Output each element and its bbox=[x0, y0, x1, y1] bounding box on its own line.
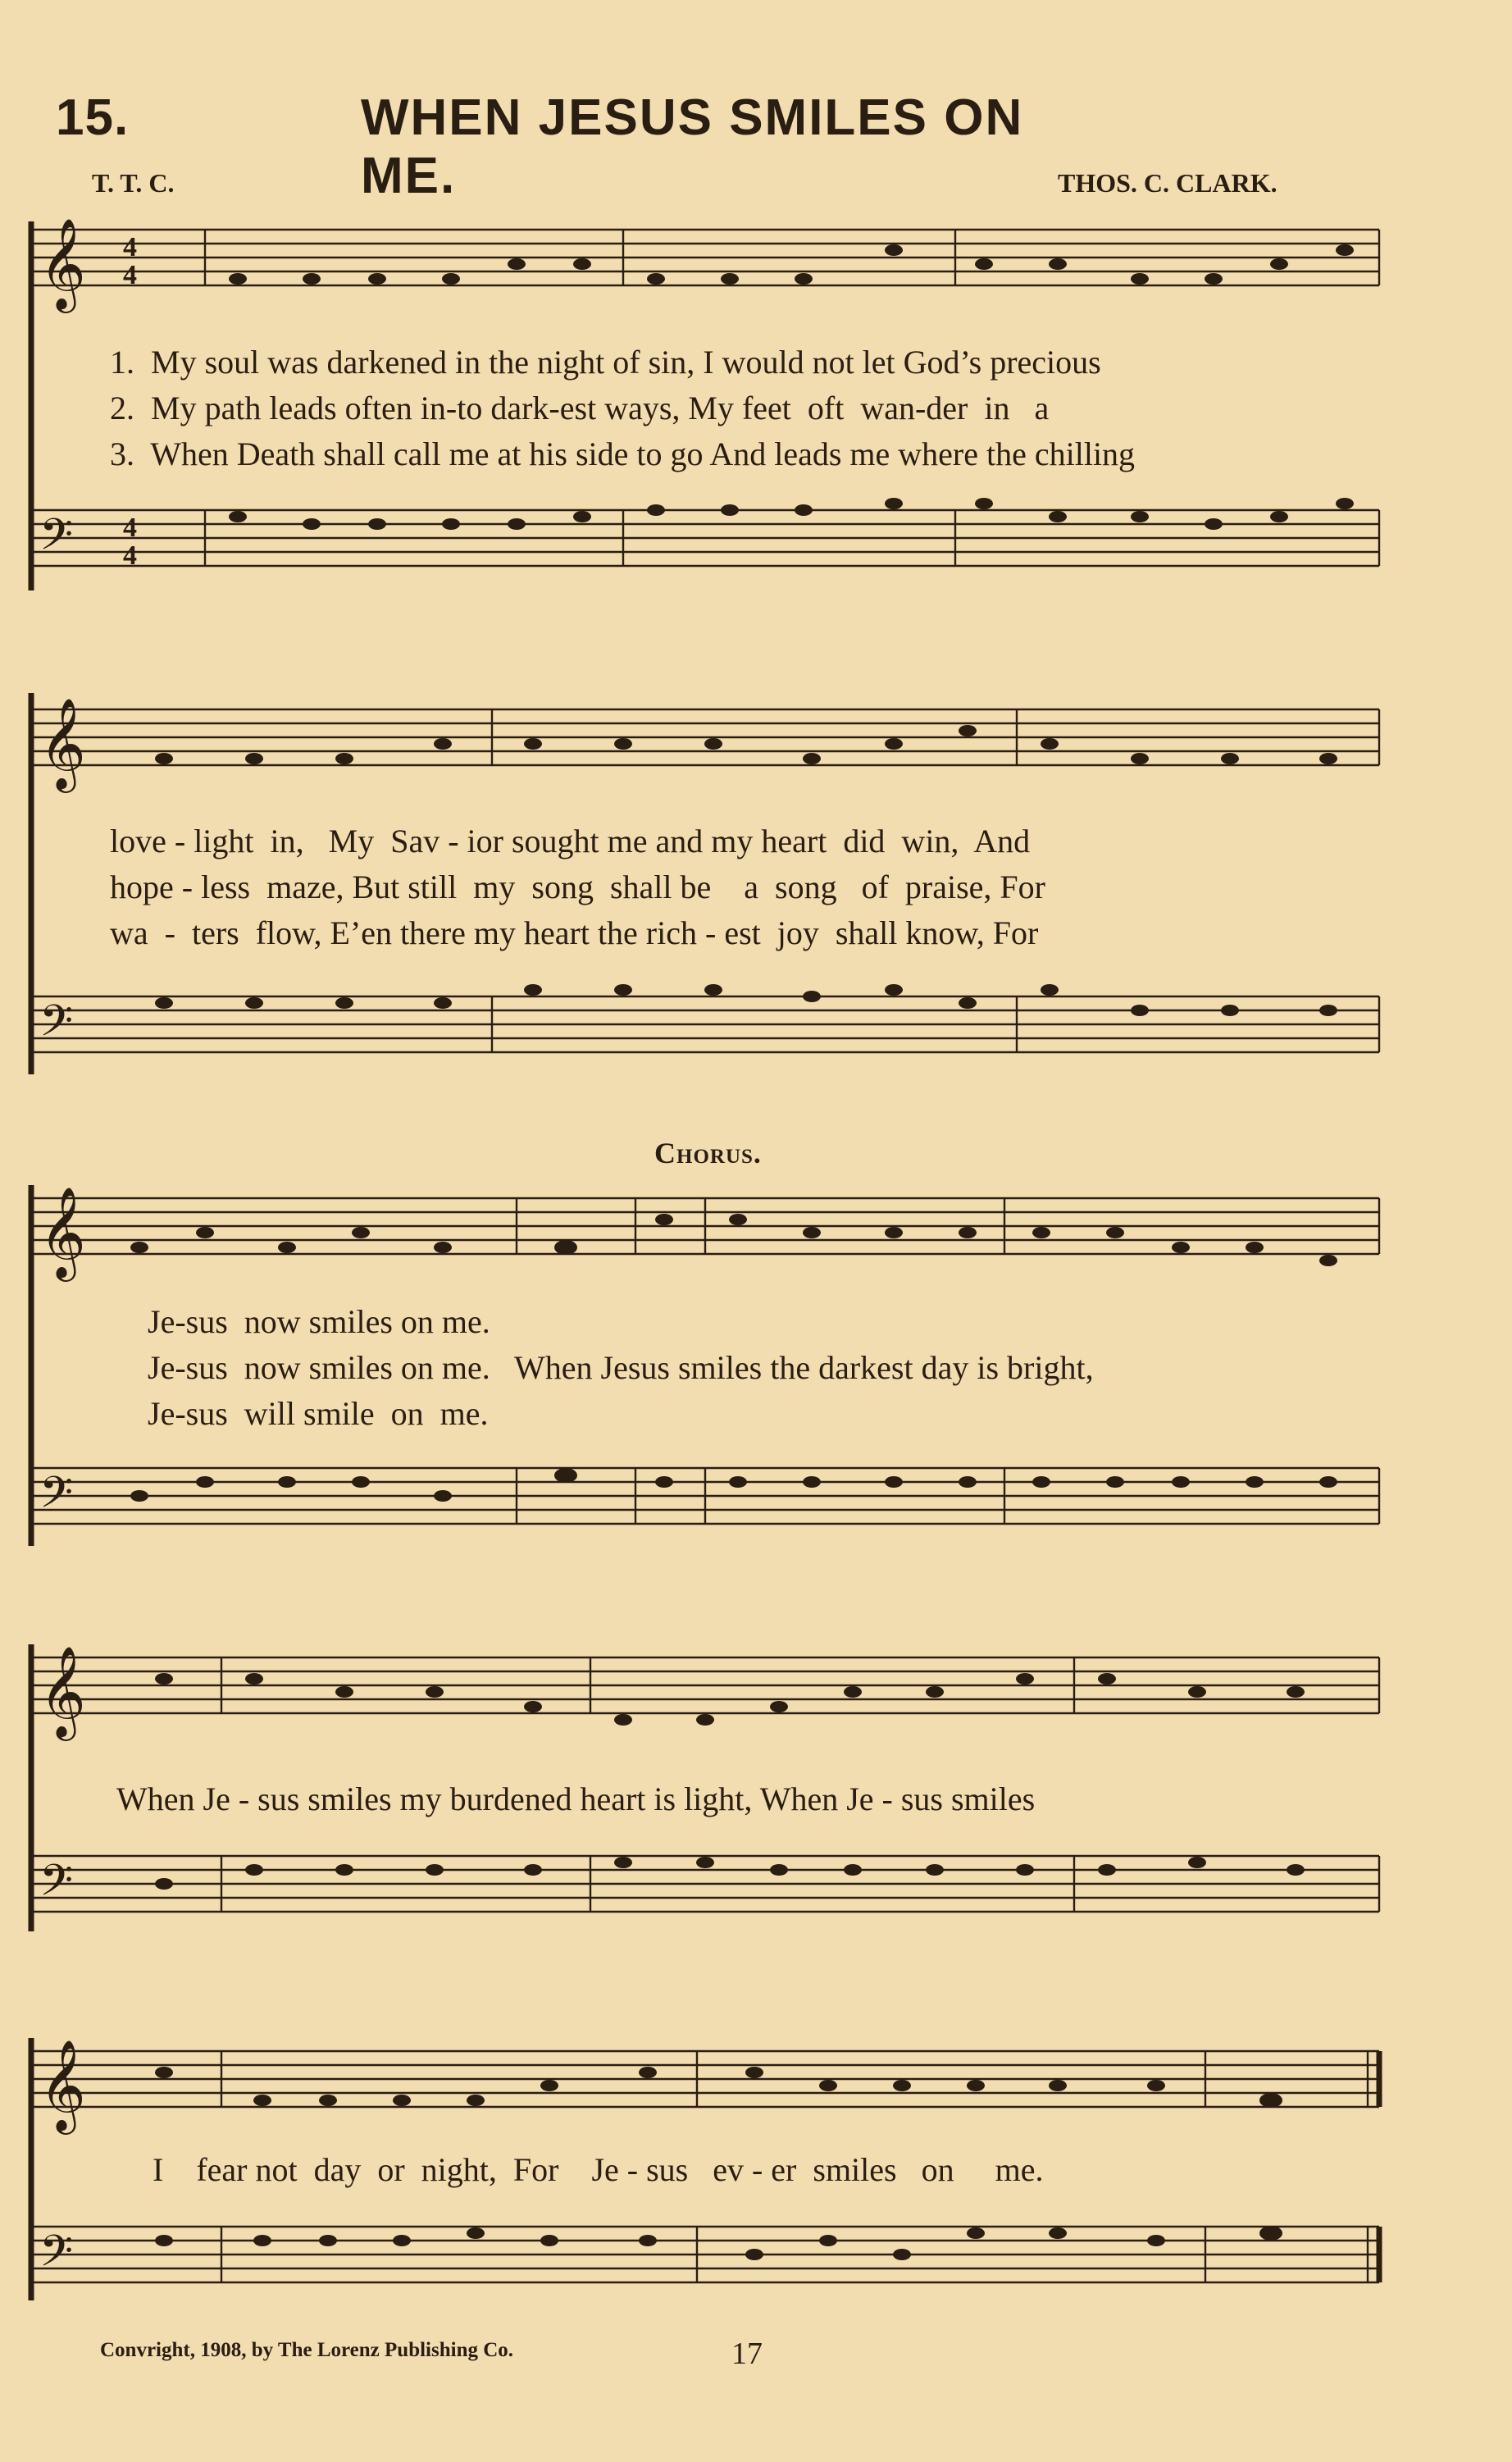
lyric-line: When Je - sus smiles my burdened heart is light, When Je - sus smiles bbox=[116, 1780, 1036, 1817]
svg-text:𝄞: 𝄞 bbox=[39, 1645, 86, 1737]
author-initials: T. T. C. bbox=[92, 168, 175, 198]
lyric-line: I fear not day or night, For Je - sus ev - er smiles on me. bbox=[153, 2151, 1044, 2188]
svg-text:𝄢: 𝄢 bbox=[39, 2227, 74, 2287]
lyric-line: 2. My path leads often in-to dark-est ways, My feet oft wan-der in a bbox=[110, 390, 1050, 426]
lyric-line: 3. When Death shall call me at his side to go And leads me where the chilling bbox=[110, 435, 1136, 472]
svg-text:4: 4 bbox=[123, 232, 137, 262]
copyright-notice: Convright, 1908, by The Lorenz Publishing Co. bbox=[100, 2339, 514, 2361]
svg-text:4: 4 bbox=[123, 260, 137, 290]
svg-text:𝄞: 𝄞 bbox=[39, 2039, 86, 2131]
svg-text:𝄞: 𝄞 bbox=[39, 1186, 86, 1278]
svg-text:𝄢: 𝄢 bbox=[39, 1856, 74, 1917]
svg-text:4: 4 bbox=[123, 513, 137, 543]
lyric-line: love - light in, My Sav - ior sought me and my heart did win, And bbox=[110, 823, 1031, 859]
hymn-number: 15. bbox=[56, 89, 130, 146]
svg-text:𝄢: 𝄢 bbox=[39, 1468, 74, 1529]
hymn-title: WHEN JESUS SMILES ON ME. bbox=[361, 89, 1024, 204]
svg-text:𝄞: 𝄞 bbox=[39, 697, 86, 789]
chorus-label: Chorus. bbox=[654, 1137, 762, 1169]
page-number: 17 bbox=[731, 2337, 763, 2371]
lyric-line: Je-sus now smiles on me. bbox=[148, 1303, 490, 1340]
lyric-line: Je-sus will smile on me. bbox=[148, 1395, 489, 1432]
svg-text:𝄢: 𝄢 bbox=[39, 510, 74, 571]
lyric-line: hope - less maze, But still my song shall be a song of praise, For bbox=[110, 869, 1045, 905]
composer-credit: THOS. C. CLARK. bbox=[1058, 168, 1277, 198]
svg-text:𝄞: 𝄞 bbox=[39, 217, 86, 309]
svg-text:4: 4 bbox=[123, 540, 137, 571]
lyric-line: Je-sus now smiles on me. When Jesus smiles the darkest day is bright, bbox=[148, 1349, 1094, 1386]
lyric-line: 1. My soul was darkened in the night of sin, I would not let God’s precious bbox=[110, 344, 1101, 381]
svg-text:𝄢: 𝄢 bbox=[39, 996, 74, 1057]
lyric-line: wa - ters flow, E’en there my heart the rich - est joy shall know, For bbox=[110, 914, 1039, 951]
